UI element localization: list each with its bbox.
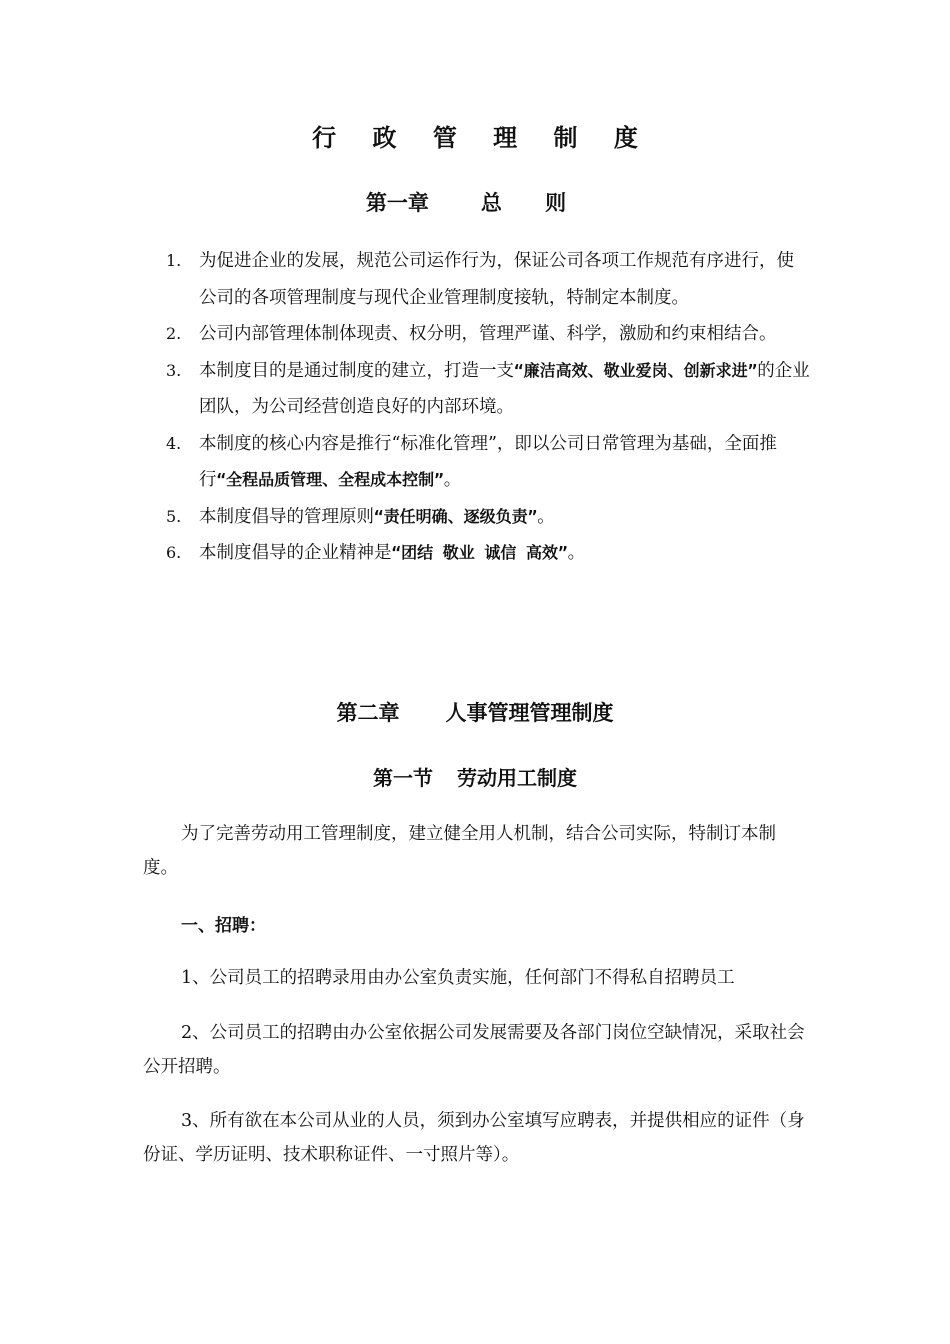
list-item-text-end: 的企业团队，为公司经营创造良好的内部环境。 (199, 360, 810, 417)
list-item (0, 426, 811, 499)
section-1-title: 劳动用工制度 (457, 766, 577, 790)
chapter-1-heading (0, 187, 950, 217)
list-item-text: 公司内部管理体制体现责、权分明，管理严谨、科学，激励和约束相结合。 (199, 324, 777, 344)
intro-paragraph: 为了完善劳动用工管理制度，建立健全用人机制，结合公司实际，特制订本制度。 (143, 824, 776, 878)
list-item-text: 为促进企业的发展，规范公司运作行为，保证公司各项工作规范有序进行，使公司的各项管理制度与现代企业管理制度接轨，特制定本制度。 (199, 251, 794, 308)
list-item-text-end: 。 (537, 506, 555, 527)
chapter-1-label: 第一章 (365, 191, 429, 215)
chapter-2-label: 第二章 (336, 701, 400, 725)
recruit-heading: 一、招聘： (181, 916, 266, 936)
list-item-text-end: 。 (567, 543, 586, 563)
list-item-number: 4. (166, 433, 182, 453)
list-item (0, 316, 811, 353)
list-item-number: 3. (166, 360, 182, 380)
chapter-2-title: 人事管理管理制度 (445, 701, 614, 725)
list-item (0, 353, 811, 426)
list-item-emphasis: “全程品质管理、全程成本控制” (216, 470, 444, 489)
list-item-text: 本制度的核心内容是推行“标准化管理”，即以公司日常管理为基础，全面推行 (199, 433, 777, 490)
list-item (0, 535, 811, 572)
chapter-1-title: 总 则 (480, 191, 585, 215)
list-item-number: 2. (166, 324, 182, 343)
list-item-text: 本制度倡导的管理原则 (199, 506, 374, 527)
recruit-item-1: 1、公司员工的招聘录用由办公室负责实施，任何部门不得私自招聘员工 (181, 968, 735, 988)
list-item-number: 6. (166, 543, 182, 562)
recruit-item-3: 3、所有欲在本公司从业的人员，须到办公室填写应聘表，并提供相应的证件（身份证、学历证明、技术职称证件、一寸照片等）。 (143, 1111, 805, 1165)
section-1-label: 第一节 (373, 766, 433, 790)
document-title: 行 政 管 理 制 度 (312, 124, 652, 152)
list-item (0, 243, 811, 316)
recruit-item-2: 2、公司员工的招聘由办公室依据公司发展需要及各部门岗位空缺情况，采取社会公开招聘。 (143, 1023, 805, 1077)
list-item-text-end: 。 (443, 470, 462, 490)
list-item-emphasis: “团结 敬业 诚信 高效” (391, 543, 568, 562)
list-item-emphasis: “廉洁高效、敬业爱岗、创新求进” (514, 360, 758, 380)
list-item-text: 本制度倡导的企业精神是 (199, 543, 392, 563)
section-1-heading (0, 762, 950, 791)
list-item (0, 499, 811, 536)
list-item-emphasis: “责任明确、逐级负责” (374, 506, 538, 526)
chapter-1-list (0, 243, 950, 572)
list-item-text: 本制度目的是通过制度的建立，打造一支 (199, 360, 514, 381)
chapter-2-heading (0, 697, 950, 727)
list-item-number: 5. (166, 506, 182, 526)
list-item-number: 1. (166, 251, 182, 270)
